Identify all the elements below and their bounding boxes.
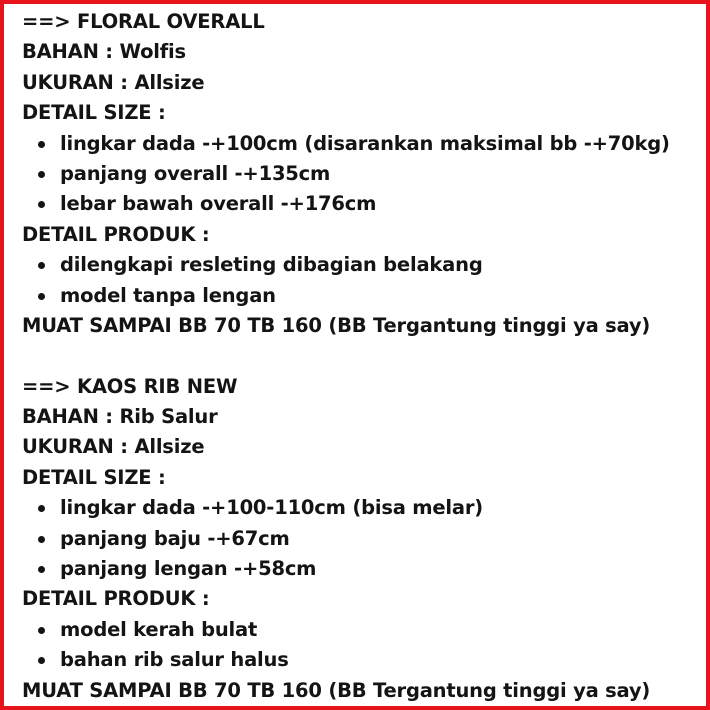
description-text <box>22 7 698 706</box>
detail-product-list <box>22 615 698 676</box>
list-item <box>22 615 698 645</box>
bullet-icon <box>38 657 45 664</box>
size-line: UKURAN : Allsize <box>22 435 205 459</box>
list-item-text: model tanpa lengan <box>60 283 276 307</box>
material-line: BAHAN : Rib Salur <box>22 405 218 429</box>
list-item <box>22 189 698 219</box>
list-item-text: bahan rib salur halus <box>60 648 289 672</box>
list-item <box>22 159 698 189</box>
bullet-icon <box>38 262 45 269</box>
bullet-icon <box>38 536 45 543</box>
list-item <box>22 554 698 584</box>
list-item <box>22 250 698 280</box>
list-item-text: lingkar dada -+100-110cm (bisa melar) <box>60 496 483 520</box>
capacity-note: MUAT SAMPAI BB 70 TB 160 (BB Tergantung tinggi ya say) <box>22 313 651 337</box>
section-heading-kaos-rib: ==> KAOS RIB NEW <box>22 374 238 398</box>
detail-size-label: DETAIL SIZE : <box>22 101 166 125</box>
list-item-text: lebar bawah overall -+176cm <box>60 192 377 216</box>
list-item-text: panjang overall -+135cm <box>60 161 331 185</box>
detail-size-list <box>22 129 698 220</box>
bullet-icon <box>38 627 45 634</box>
bullet-icon <box>38 566 45 573</box>
bullet-icon <box>38 141 45 148</box>
section-heading-floral-overall: ==> FLORAL OVERALL <box>22 10 265 33</box>
list-item <box>22 524 698 554</box>
section-spacer <box>22 341 698 371</box>
bullet-icon <box>38 171 45 178</box>
list-item-text: model kerah bulat <box>60 617 258 641</box>
list-item-text: lingkar dada -+100cm (disarankan maksimal bb -+70kg) <box>60 131 670 155</box>
bullet-icon <box>38 201 45 208</box>
list-item <box>22 129 698 159</box>
material-line: BAHAN : Wolfis <box>22 40 186 64</box>
detail-product-label: DETAIL PRODUK : <box>22 587 210 611</box>
detail-product-list <box>22 250 698 311</box>
detail-size-list <box>22 493 698 584</box>
list-item-text: dilengkapi resleting dibagian belakang <box>60 253 483 277</box>
list-item <box>22 493 698 523</box>
detail-size-label: DETAIL SIZE : <box>22 465 166 489</box>
list-item-text: panjang lengan -+58cm <box>60 557 317 581</box>
bullet-icon <box>38 293 45 300</box>
bullet-icon <box>38 505 45 512</box>
detail-product-label: DETAIL PRODUK : <box>22 222 210 246</box>
list-item <box>22 645 698 675</box>
capacity-note: MUAT SAMPAI BB 70 TB 160 (BB Tergantung tinggi ya say) <box>22 678 651 702</box>
list-item-text: panjang baju -+67cm <box>60 526 290 550</box>
list-item <box>22 281 698 311</box>
size-line: UKURAN : Allsize <box>22 70 205 94</box>
